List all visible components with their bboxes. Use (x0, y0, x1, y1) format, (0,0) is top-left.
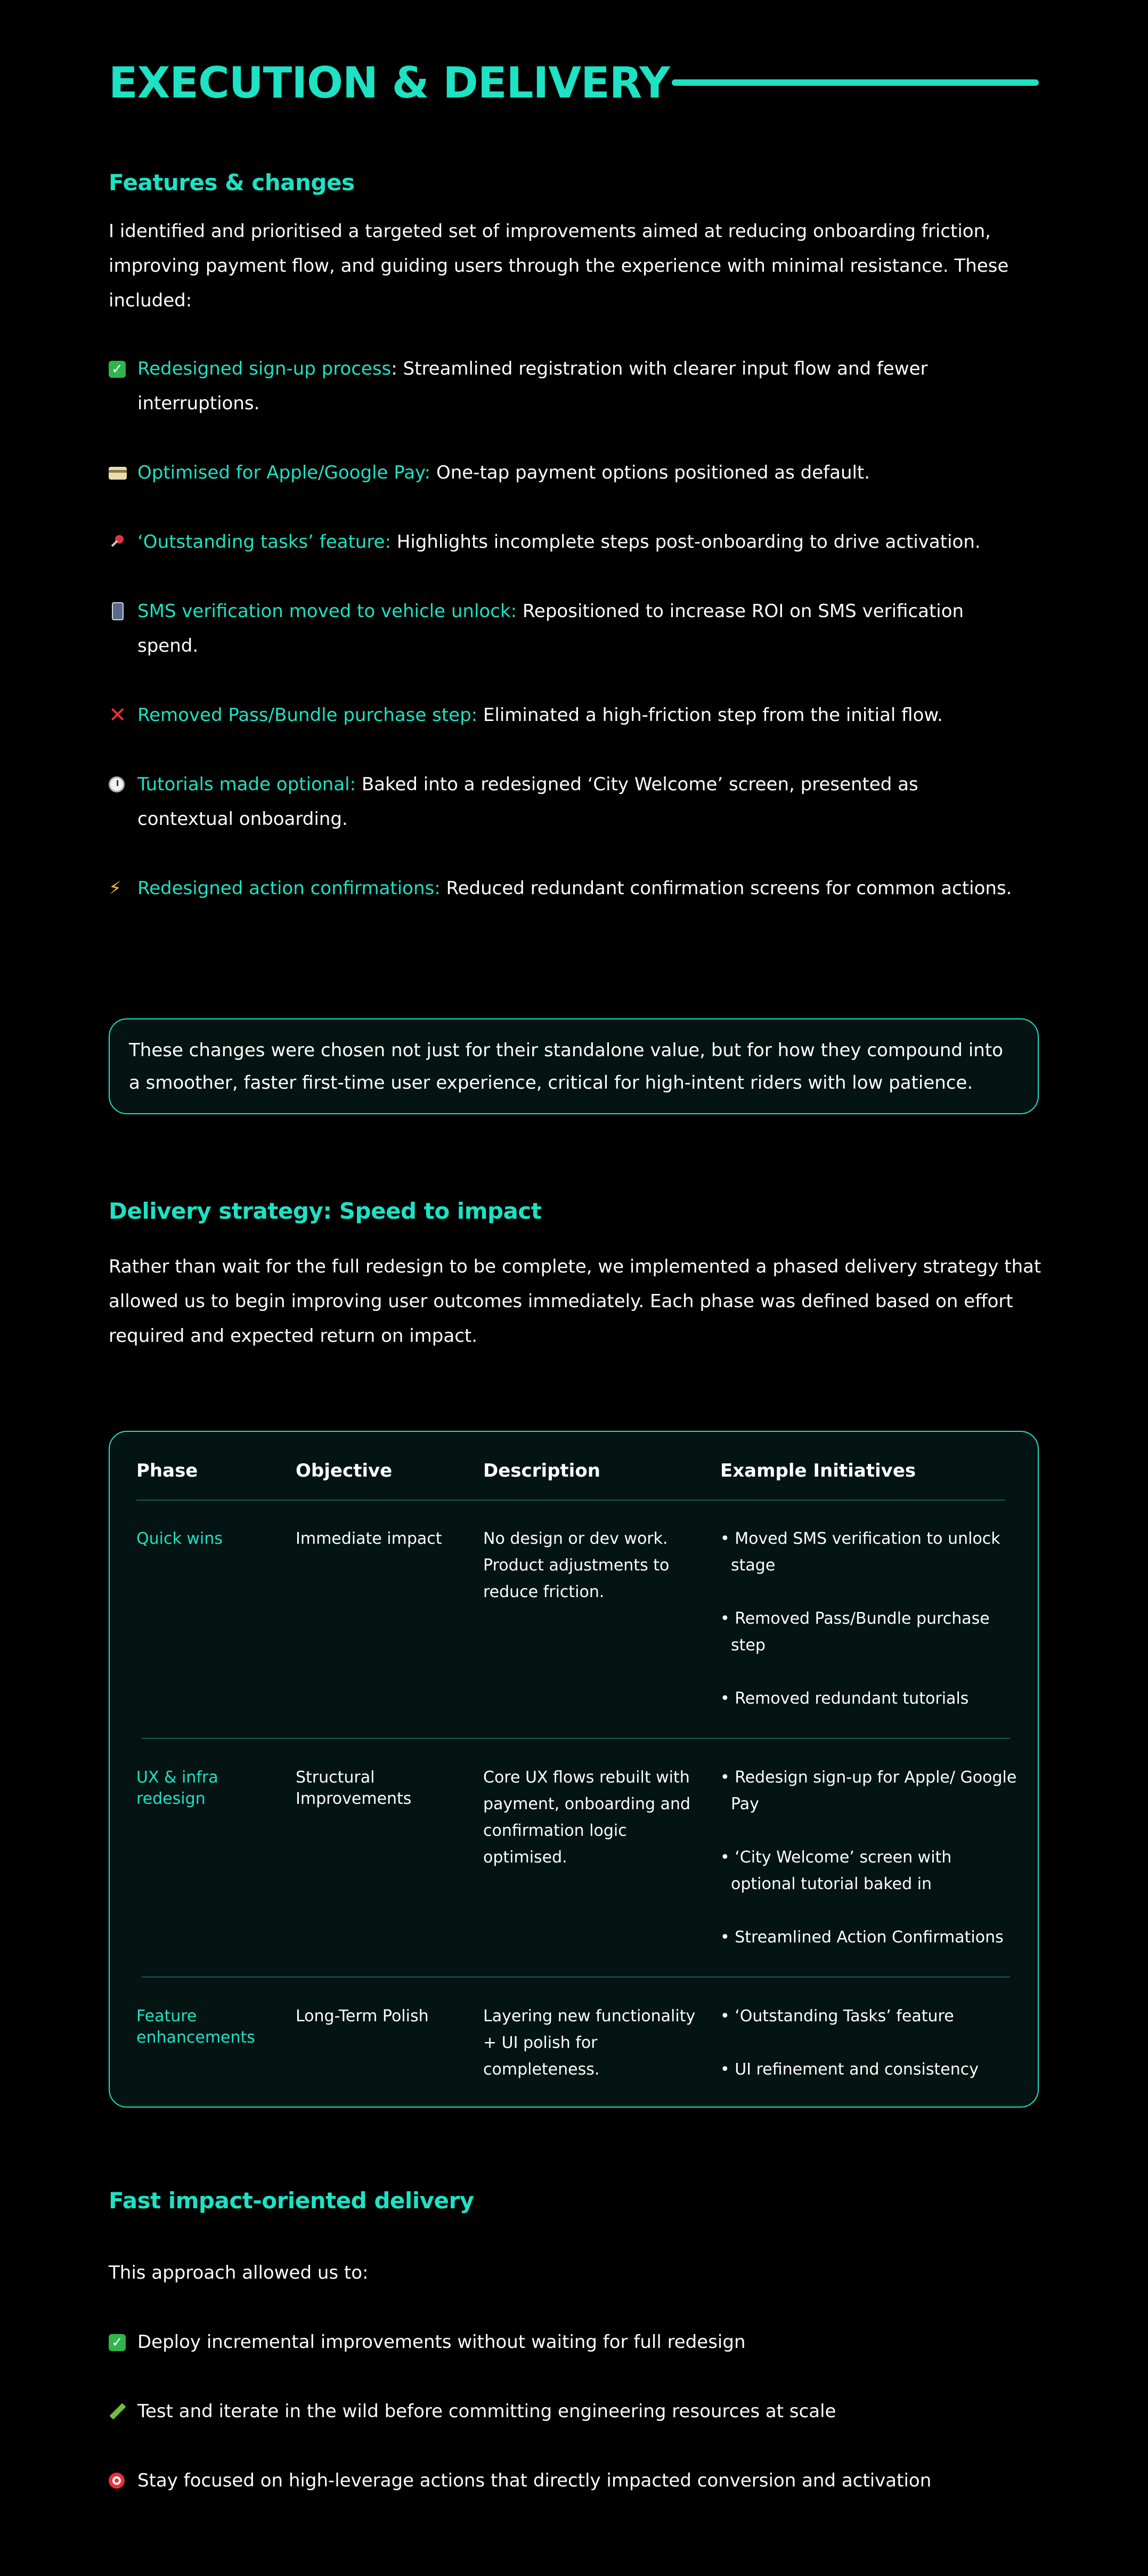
initiative-item: • ‘City Welcome’ screen with optional tutorial baked in (720, 1848, 952, 1893)
feature-highlight: SMS verification moved to vehicle unlock: (137, 601, 517, 622)
benefit-item (109, 2325, 1014, 2360)
delivery-intro: Rather than wait for the full redesign to be complete, we implemented a phased delivery strategy that allowed us to begin improving user outcomes immediately. Each phase was defined based on effort required and expected return on impact. (109, 1256, 1041, 1347)
feature-item (109, 698, 1014, 733)
table-cell-description: Layering new functionality + UI polish for completeness. (483, 2007, 696, 2079)
feature-highlight: Redesigned sign-up process (137, 358, 392, 379)
check-icon: ✓ (109, 2334, 126, 2351)
check-icon: ✓ (109, 361, 126, 378)
table-cell-phase: Feature enhancements (136, 2007, 255, 2047)
benefit-text: Deploy incremental improvements without waiting for full redesign (137, 2331, 746, 2353)
feature-text: : Streamlined registration with clearer input flow and fewer interruptions. (137, 358, 928, 414)
fast-delivery-title: Fast impact-oriented delivery (109, 2188, 474, 2214)
feature-text: Highlights incomplete steps post-onboarding to drive activation. (390, 531, 981, 553)
callout-box (109, 1018, 1039, 1114)
table-cell-description: Core UX flows rebuilt with payment, onboarding and confirmation logic optimised. (483, 1768, 691, 1867)
feature-item (109, 352, 1014, 421)
table-divider (142, 1738, 1010, 1739)
feature-item (109, 767, 1014, 837)
feature-highlight: ‘Outstanding tasks’ feature: (137, 531, 391, 553)
table-header-objective: Objective (296, 1460, 393, 1481)
table-divider (136, 1500, 1005, 1501)
table-header-phase: Phase (136, 1460, 198, 1481)
page-title: EXECUTION & DELIVERY (109, 58, 670, 108)
feature-item (109, 525, 1014, 560)
table-divider (142, 1976, 1010, 1978)
clock-icon (109, 776, 125, 792)
cross-icon: ✕ (109, 703, 127, 727)
table-cell-phase: Quick wins (136, 1529, 223, 1548)
table-cell-objective: Long-Term Polish (296, 2007, 429, 2026)
initiative-item: • UI refinement and consistency (720, 2060, 979, 2079)
feature-highlight: Redesigned action confirmations: (137, 878, 441, 899)
features-title: Features & changes (109, 169, 355, 196)
table-cell-phase: UX & infra redesign (136, 1768, 218, 1808)
table-header-description: Description (483, 1460, 600, 1481)
initiative-item: • Redesign sign-up for Apple/ Google Pay (720, 1768, 1017, 1813)
table-cell-initiatives (720, 1764, 1019, 1951)
feature-highlight: Optimised for Apple/Google Pay: (137, 462, 431, 483)
features-intro: I identified and prioritised a targeted set of improvements aimed at reducing onboarding friction, improving payment flow, and guiding users through the experience with minimal resistance. These included: (109, 221, 1009, 311)
table-cell-description: No design or dev work. Product adjustments to reduce friction. (483, 1529, 670, 1601)
initiative-item: • Moved SMS verification to unlock stage (720, 1529, 1000, 1575)
benefit-item (109, 2464, 1014, 2498)
feature-text: Reduced redundant confirmation screens for common actions. (440, 878, 1012, 899)
feature-text: Baked into a redesigned ‘City Welcome’ screen, presented as contextual onboarding. (137, 774, 918, 830)
feature-item (109, 594, 1014, 663)
feature-item (109, 456, 1014, 490)
callout-text: These changes were chosen not just for their standalone value, but for how they compound into a smoother, faster first-time user experience, critical for high-intent riders with low patience. (129, 1040, 1003, 1093)
pencil-icon (109, 2403, 126, 2419)
table-cell-initiatives (720, 2003, 1019, 2083)
feature-highlight: Removed Pass/Bundle purchase step: (137, 704, 478, 726)
delivery-title: Delivery strategy: Speed to impact (109, 1198, 542, 1224)
lightning-icon: ⚡ (109, 878, 121, 899)
credit-card-icon (109, 467, 127, 480)
initiative-item: • Removed redundant tutorials (720, 1689, 969, 1708)
initiative-item: • ‘Outstanding Tasks’ feature (720, 2007, 954, 2026)
benefit-text: Test and iterate in the wild before committing engineering resources at scale (137, 2401, 836, 2422)
table-cell-objective: Immediate impact (296, 1529, 442, 1548)
feature-text: Eliminated a high-friction step from the initial flow. (477, 704, 943, 726)
table-cell-objective: Structural Improvements (296, 1768, 412, 1808)
benefit-text: Stay focused on high-leverage actions that directly impacted conversion and activation (137, 2470, 932, 2491)
initiative-item: • Streamlined Action Confirmations (720, 1928, 1004, 1947)
target-icon (109, 2473, 125, 2489)
initiative-item: • Removed Pass/Bundle purchase step (720, 1609, 990, 1655)
table-cell-initiatives (720, 1526, 1019, 1712)
mobile-phone-icon (112, 602, 124, 620)
title-rule (672, 79, 1039, 86)
fast-delivery-intro: This approach allowed us to: (109, 2262, 369, 2283)
benefit-item (109, 2394, 1014, 2429)
pushpin-icon (109, 534, 126, 551)
feature-text: Repositioned to increase ROI on SMS verification spend. (137, 601, 964, 657)
feature-text: One-tap payment options positioned as default. (430, 462, 870, 483)
feature-item (109, 871, 1014, 906)
feature-highlight: Tutorials made optional: (137, 774, 356, 795)
section-header (109, 53, 1039, 112)
table-header-initiatives: Example Initiatives (720, 1460, 916, 1481)
